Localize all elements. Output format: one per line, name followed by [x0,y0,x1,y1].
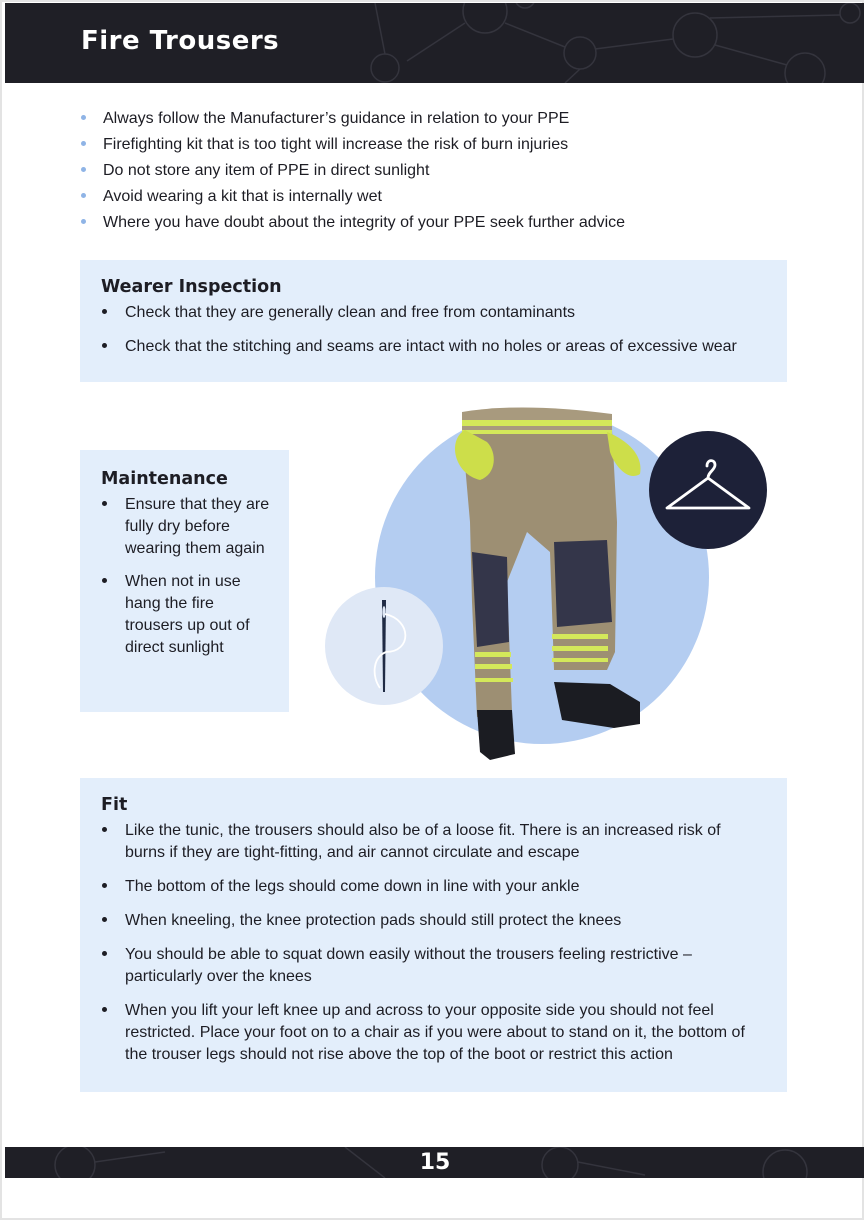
fit-section [80,778,787,1092]
bullet-icon [102,951,107,956]
needle-icon [325,587,443,705]
list-item: When you lift your left knee up and across to your opposite side you should not feel restricted. Place your foot on to a chair as if you were about to stand on it, the bottom of the trouser legs should not rise above the top of the boot or restrict this action [101,1000,761,1066]
bullet-icon [102,343,107,348]
list-item: Do not store any item of PPE in direct sunlight [80,158,800,184]
list-item: Ensure that they are fully dry before wearing them again [101,494,271,560]
bullet-icon [81,193,86,198]
list-item: When not in use hang the fire trousers up out of direct sunlight [101,571,271,659]
wearer-inspection-list [101,302,787,358]
fit-list [101,820,787,1066]
bullet-icon [102,1007,107,1012]
bullet-icon [102,883,107,888]
bullet-icon [81,219,86,224]
page-footer [5,1147,864,1178]
list-item: Where you have doubt about the integrity of your PPE seek further advice [80,210,800,236]
hanger-icon [649,431,767,549]
wearer-inspection-section [80,260,787,382]
list-item: Avoid wearing a kit that is internally wet [80,184,800,210]
bullet-icon [102,578,107,583]
page-title: Fire Trousers [81,26,280,56]
list-item: Like the tunic, the trousers should also be of a loose fit. There is an increased risk of burns if they are tight-fitting, and air cannot circulate and escape [101,820,761,864]
bullet-icon [81,141,86,146]
list-item: Firefighting kit that is too tight will increase the risk of burn injuries [80,132,800,158]
section-heading: Wearer Inspection [101,277,282,297]
list-item: Always follow the Manufacturer’s guidance in relation to your PPE [80,106,800,132]
section-heading: Fit [101,795,128,815]
bullet-icon [102,917,107,922]
bullet-icon [81,115,86,120]
bullet-icon [102,501,107,506]
list-item: The bottom of the legs should come down in line with your ankle [101,876,761,898]
list-item: Check that they are generally clean and free from contaminants [101,302,787,324]
page-number: 15 [419,1150,451,1175]
list-item: Check that the stitching and seams are intact with no holes or areas of excessive wear [101,336,787,358]
intro-bullet-list [80,106,800,236]
list-item: When kneeling, the knee protection pads should still protect the knees [101,910,761,932]
bullet-icon [102,309,107,314]
maintenance-list [101,494,289,659]
maintenance-section [80,450,289,712]
bullet-icon [81,167,86,172]
page-header [5,3,864,83]
fire-trousers-illustration [322,402,772,772]
bullet-icon [102,827,107,832]
list-item: You should be able to squat down easily without the trousers feeling restrictive – particularly over the knees [101,944,761,988]
section-heading: Maintenance [101,469,228,489]
